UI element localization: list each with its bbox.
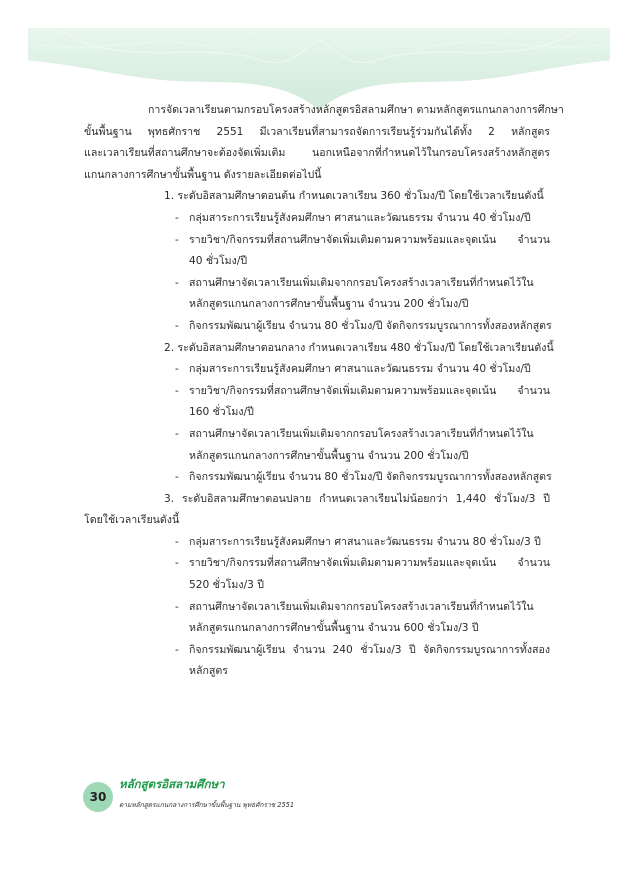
level-2-heading: 2. ระดับอิสลามศึกษาตอนกลาง กำหนดเวลาเรียน 480 ชั่วโมง/ปี โดยใช้เวลาเรียนดังนี้ — [164, 341, 554, 354]
level-3-heading-cont: โดยใช้เวลาเรียนดังนี้ — [84, 514, 180, 527]
intro-line: ขั้นพื้นฐาน พุทธศักราช 2551 มีเวลาเรียนที่สามารถจัดการเรียนรู้ร่วมกันได้ทั้ง 2 หลักสูตร — [84, 125, 550, 138]
list-item: - สถานศึกษาจัดเวลาเรียนเพิ่มเติมจากกรอบโครงสร้างเวลาเรียนที่กำหนดไว้ใน หลักสูตรแกนกลางการศึกษาขั้นพื้นฐาน จำนวน 200 ชั่วโมง/ปี — [175, 276, 534, 311]
level-3-heading: 3. ระดับอิสลามศึกษาตอนปลาย กำหนดเวลาเรียนไม่น้อยกว่า 1,440 ชั่วโมง/3 ปี — [164, 492, 550, 505]
intro-line: และเวลาเรียนที่สถานศึกษาจะต้องจัดเพิ่มเติม นอกเหนือจากที่กำหนดไว้ในกรอบโครงสร้างหลักสูตร — [84, 147, 550, 160]
list-item: - รายวิชา/กิจกรรมที่สถานศึกษาจัดเพิ่มเติมตามความพร้อมและจุดเน้น จำนวน 40 ชั่วโมง/ปี — [175, 233, 550, 268]
intro-line: แกนกลางการศึกษาขั้นพื้นฐาน ดังรายละเอียดต่อไปนี้ — [84, 168, 322, 181]
level-1-heading: 1. ระดับอิสลามศึกษาตอนต้น กำหนดเวลาเรียน 360 ชั่วโมง/ปี โดยใช้เวลาเรียนดังนี้ — [164, 190, 544, 203]
page-number: 30 — [83, 782, 113, 812]
list-item: - สถานศึกษาจัดเวลาเรียนเพิ่มเติมจากกรอบโครงสร้างเวลาเรียนที่กำหนดไว้ใน หลักสูตรแกนกลางการศึกษาขั้นพื้นฐาน จำนวน 200 ชั่วโมง/ปี — [175, 427, 534, 462]
footer-title: หลักสูตรอิสลามศึกษา — [119, 777, 225, 791]
list-item: - กิจกรรมพัฒนาผู้เรียน จำนวน 80 ชั่วโมง/ปี จัดกิจกรรมบูรณาการทั้งสองหลักสูตร — [175, 471, 552, 484]
list-item: - กลุ่มสาระการเรียนรู้สังคมศึกษา ศาสนาและวัฒนธรรม จำนวน 80 ชั่วโมง/3 ปี — [175, 535, 541, 548]
list-item: - กิจกรรมพัฒนาผู้เรียน จำนวน 240 ชั่วโมง/3 ปี จัดกิจกรรมบูรณาการทั้งสอง หลักสูตร — [175, 643, 550, 678]
list-item: - กลุ่มสาระการเรียนรู้สังคมศึกษา ศาสนาและวัฒนธรรม จำนวน 40 ชั่วโมง/ปี — [175, 363, 531, 376]
list-item: - กิจกรรมพัฒนาผู้เรียน จำนวน 80 ชั่วโมง/ปี จัดกิจกรรมบูรณาการทั้งสองหลักสูตร — [175, 319, 552, 332]
document-body — [84, 100, 564, 683]
intro-line: การจัดเวลาเรียนตามกรอบโครงสร้างหลักสูตรอิสลามศึกษา ตามหลักสูตรแกนกลางการศึกษา — [148, 104, 564, 116]
list-item: - รายวิชา/กิจกรรมที่สถานศึกษาจัดเพิ่มเติมตามความพร้อมและจุดเน้น จำนวน 160 ชั่วโมง/ปี — [175, 384, 550, 419]
list-item: - กลุ่มสาระการเรียนรู้สังคมศึกษา ศาสนาและวัฒนธรรม จำนวน 40 ชั่วโมง/ปี — [175, 211, 531, 224]
footer-subtitle: ตามหลักสูตรแกนกลางการศึกษาขั้นพื้นฐาน พุทธศักราช 2551 — [119, 801, 295, 809]
list-item: - รายวิชา/กิจกรรมที่สถานศึกษาจัดเพิ่มเติมตามความพร้อมและจุดเน้น จำนวน 520 ชั่วโมง/3 ปี — [175, 557, 550, 592]
list-item: - สถานศึกษาจัดเวลาเรียนเพิ่มเติมจากกรอบโครงสร้างเวลาเรียนที่กำหนดไว้ใน หลักสูตรแกนกลางการศึกษาขั้นพื้นฐาน จำนวน 600 ชั่วโมง/3 ปี — [175, 600, 534, 635]
